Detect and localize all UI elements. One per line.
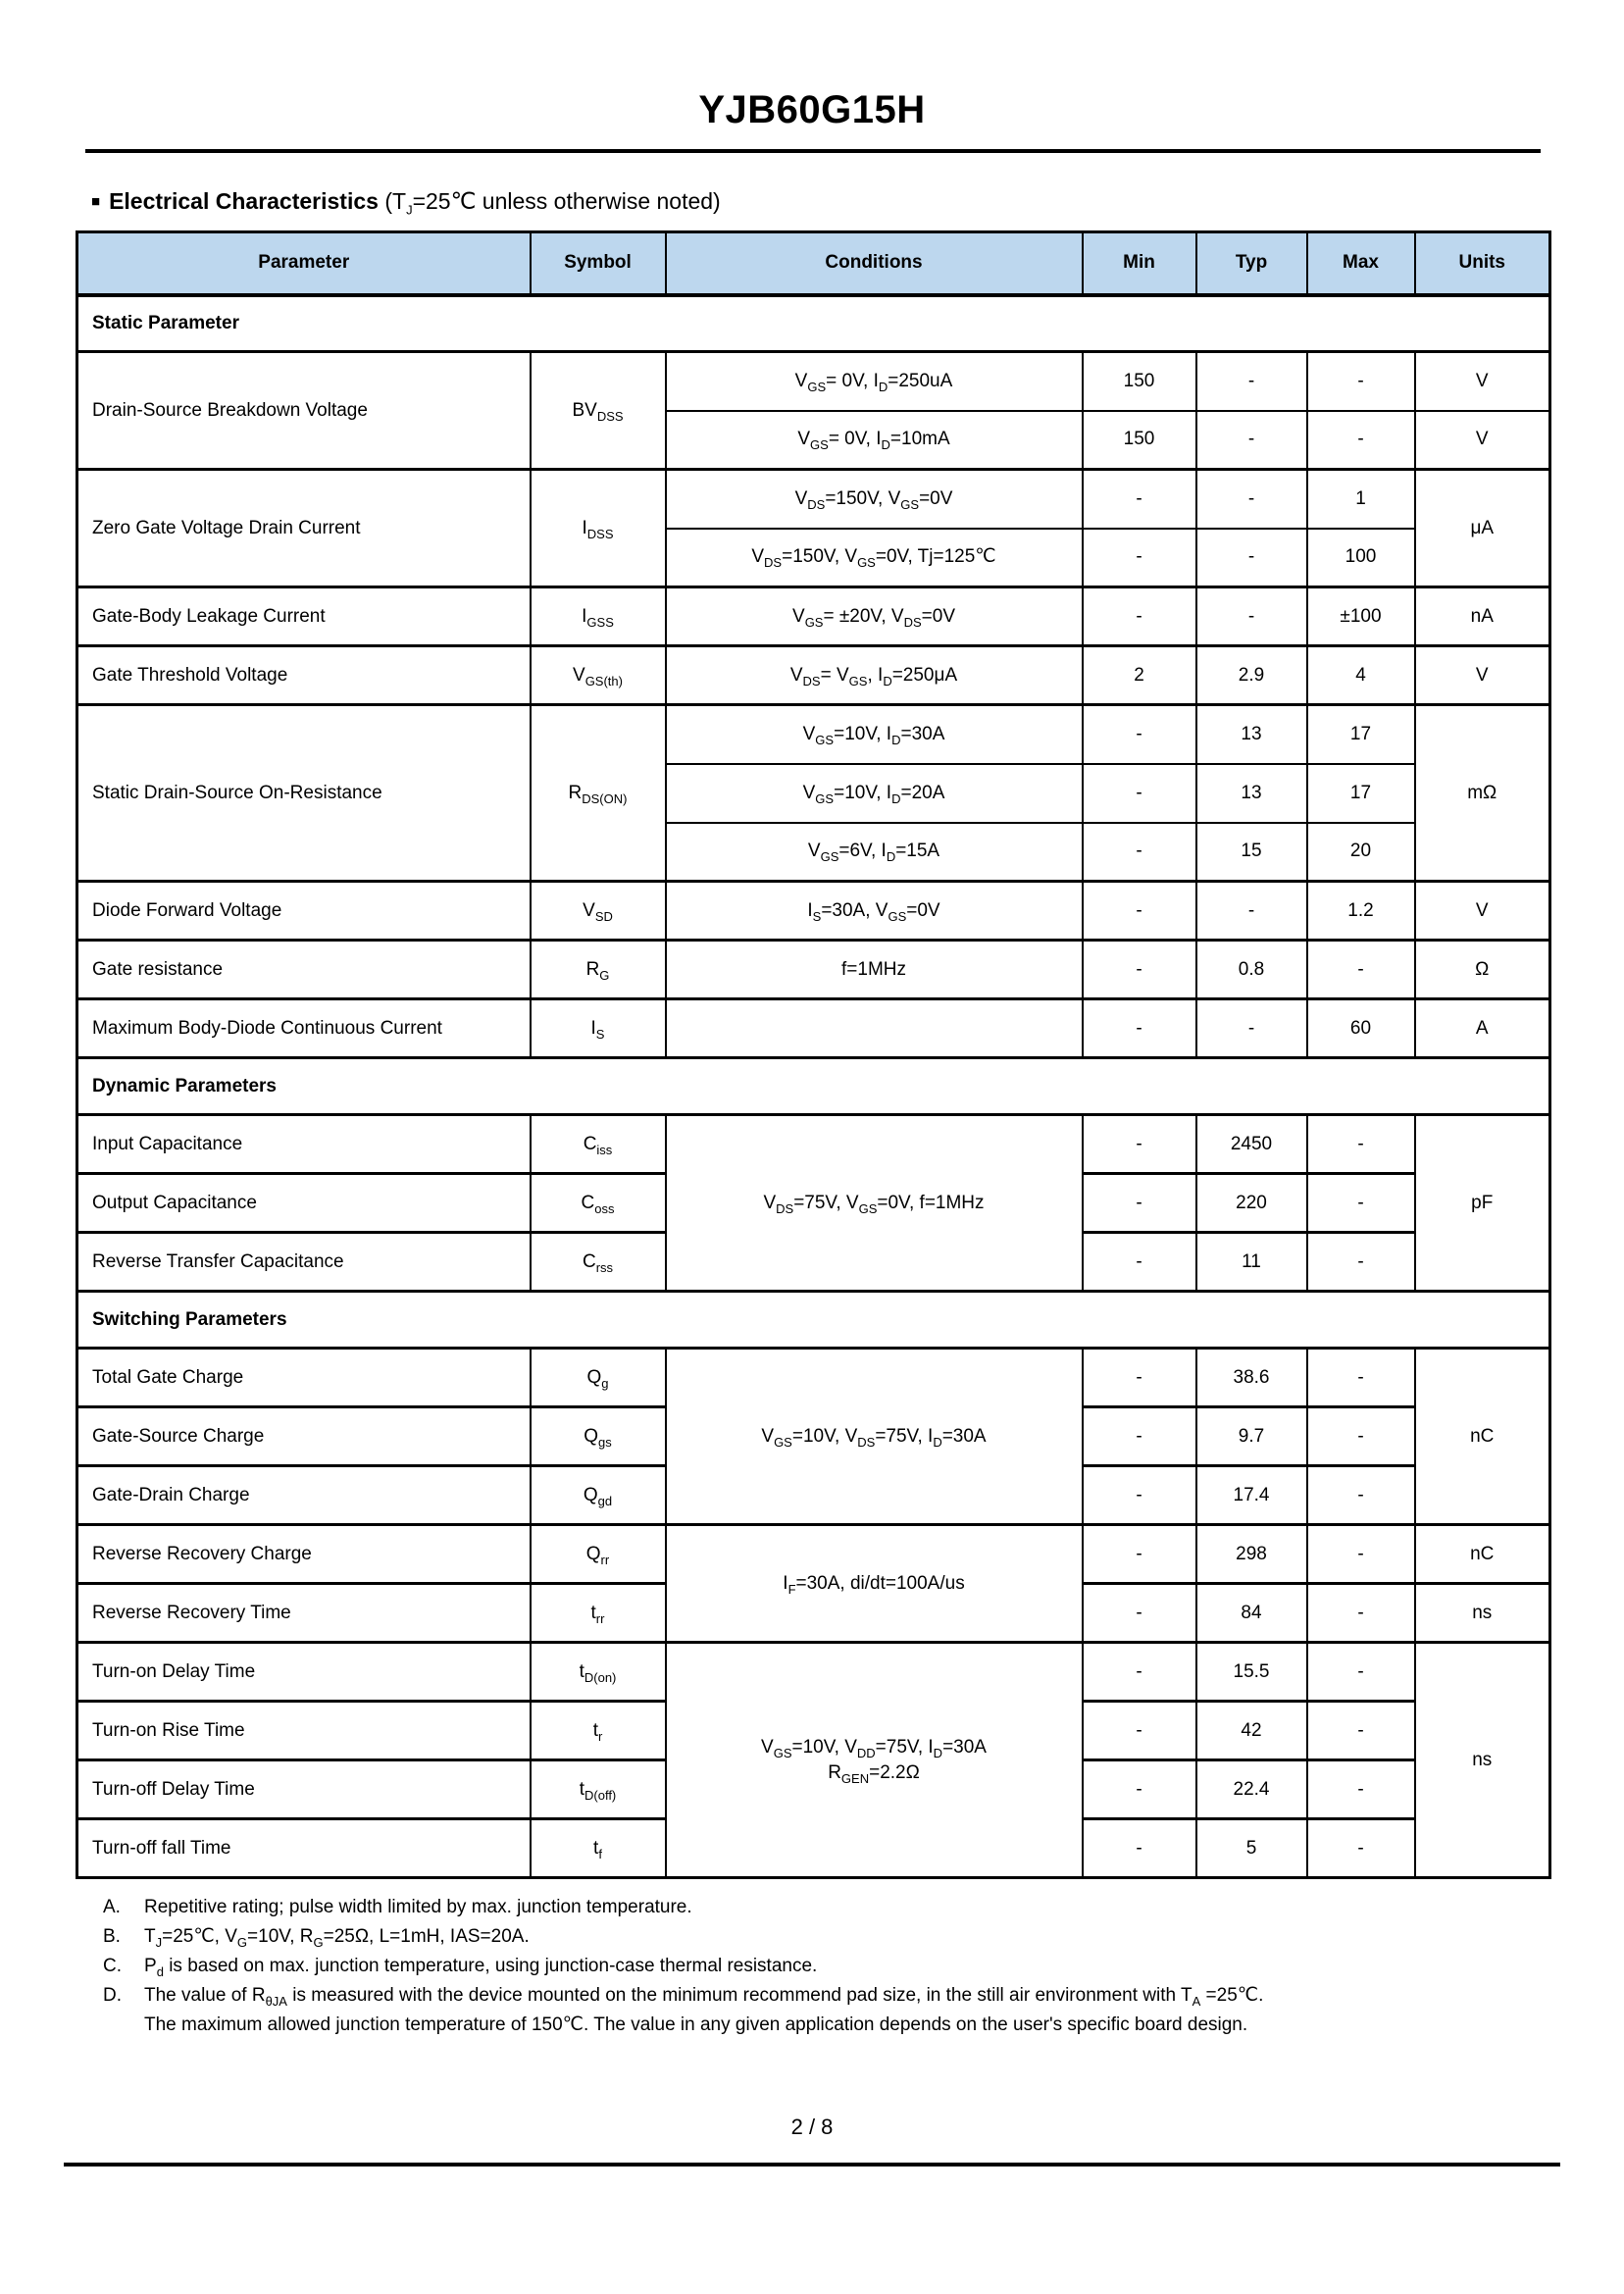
parameter-cell: Static Drain-Source On-Resistance: [77, 705, 531, 882]
footnote-text: The value of $R_{\theta JA}$ is measured with the device mounted on the minimum recommend pad size, in the still air environment with $T_A$ =25℃. The maximum allowed junction temperature of 150℃. The value in any given application depends on the user's specific board design.: [144, 1985, 1264, 2035]
parameter-cell: Turn-off fall Time: [77, 1819, 531, 1878]
table-cell: $t_{D(on)}$: [531, 1643, 666, 1702]
table-cell: 100: [1307, 529, 1415, 587]
table-cell: $V_{GS(th)}$: [531, 646, 666, 705]
parameter-cell: Reverse Transfer Capacitance: [77, 1233, 531, 1292]
table-cell: 0.8: [1196, 941, 1307, 999]
section-heading: [91, 186, 1624, 217]
table-cell: 17.4: [1196, 1466, 1307, 1525]
table-header-row: [77, 232, 1550, 295]
parameter-cell: Gate-Body Leakage Current: [77, 587, 531, 646]
parameter-cell: Total Gate Charge: [77, 1349, 531, 1407]
table-cell: $I_S=30A$, $V_{GS}=0V$: [666, 882, 1083, 941]
footnote-text: Repetitive rating; pulse width limited by max. junction temperature.: [144, 1897, 692, 1917]
table-cell: nA: [1415, 587, 1550, 646]
table-cell: $V_{DS}=150V$, $V_{GS}=0V$, Tj=125℃: [666, 529, 1083, 587]
table-cell: 5: [1196, 1819, 1307, 1878]
table-row: [77, 1643, 1550, 1702]
table-cell: 42: [1196, 1702, 1307, 1760]
table-cell: -: [1196, 882, 1307, 941]
table-cell: -: [1083, 1349, 1196, 1407]
table-cell: 150: [1083, 352, 1196, 411]
table-cell: -: [1083, 999, 1196, 1058]
footnote: [103, 1952, 1554, 1981]
table-cell: 15.5: [1196, 1643, 1307, 1702]
table-row: [77, 999, 1550, 1058]
table-cell: $Q_g$: [531, 1349, 666, 1407]
table-cell: $V_{DS}=75V$, $V_{GS}=0V$, f=1MHz: [666, 1115, 1083, 1292]
table-cell: -: [1083, 1407, 1196, 1466]
table-cell: -: [1083, 1819, 1196, 1878]
table-cell: -: [1307, 411, 1415, 470]
section-label: Switching Parameters: [77, 1292, 1550, 1349]
table-cell: $BV_{DSS}$: [531, 352, 666, 470]
table-cell: $V_{GS}=10V$, $I_D=30A$: [666, 705, 1083, 764]
table-cell: -: [1307, 1760, 1415, 1819]
table-cell: ns: [1415, 1584, 1550, 1643]
table-cell: $V_{GS}= 0V$, $I_D=250uA$: [666, 352, 1083, 411]
table-row: [77, 646, 1550, 705]
section-label: Dynamic Parameters: [77, 1058, 1550, 1115]
parameter-cell: Maximum Body-Diode Continuous Current: [77, 999, 531, 1058]
parameter-cell: Input Capacitance: [77, 1115, 531, 1174]
table-cell: $I_S$: [531, 999, 666, 1058]
footnote-text: $T_J=25℃$, $V_G=10V$, $R_G=25\Omega$, L=1mH, IAS=20A.: [144, 1926, 530, 1950]
table-cell: 60: [1307, 999, 1415, 1058]
footnote-label: A.: [103, 1897, 121, 1917]
parameter-cell: Gate-Drain Charge: [77, 1466, 531, 1525]
parameter-cell: Turn-off Delay Time: [77, 1760, 531, 1819]
table-cell: $V_{GS}=10V$, $V_{DS}=75V$, $I_D=30A$: [666, 1349, 1083, 1525]
section-heading-note: ($T_J=25℃$ unless otherwise noted): [384, 188, 721, 218]
table-cell: 220: [1196, 1174, 1307, 1233]
table-cell: -: [1307, 1525, 1415, 1584]
parameter-cell: Turn-on Delay Time: [77, 1643, 531, 1702]
table-cell: 1: [1307, 470, 1415, 529]
table-cell: -: [1196, 411, 1307, 470]
table-cell: 2.9: [1196, 646, 1307, 705]
table-cell: ±100: [1307, 587, 1415, 646]
table-cell: $V_{SD}$: [531, 882, 666, 941]
table-cell: -: [1083, 1584, 1196, 1643]
table-row: [77, 1525, 1550, 1584]
table-cell: -: [1083, 587, 1196, 646]
table-cell: -: [1083, 941, 1196, 999]
table-row: [77, 705, 1550, 764]
table-cell: -: [1083, 1466, 1196, 1525]
footnotes: [103, 1893, 1554, 2040]
section-row: [77, 295, 1550, 352]
section-label: Static Parameter: [77, 295, 1550, 352]
table-cell: pF: [1415, 1115, 1550, 1292]
table-cell: -: [1083, 1643, 1196, 1702]
table-row: [77, 470, 1550, 529]
table-cell: -: [1083, 882, 1196, 941]
table-cell: 150: [1083, 411, 1196, 470]
table-cell: -: [1083, 1233, 1196, 1292]
table-cell: $Q_{gd}$: [531, 1466, 666, 1525]
parameter-cell: Zero Gate Voltage Drain Current: [77, 470, 531, 587]
table-cell: -: [1307, 1702, 1415, 1760]
table-cell: $Q_{rr}$: [531, 1525, 666, 1584]
section-heading-title: Electrical Characteristics: [109, 188, 379, 214]
table-cell: $V_{GS}= 0V$, $I_D=10mA$: [666, 411, 1083, 470]
column-header: Typ: [1196, 232, 1307, 295]
footnote-label: D.: [103, 1985, 122, 2006]
table-row: [77, 587, 1550, 646]
table-cell: A: [1415, 999, 1550, 1058]
table-cell: $C_{oss}$: [531, 1174, 666, 1233]
table-row: [77, 882, 1550, 941]
table-row: [77, 1115, 1550, 1174]
parameter-cell: Turn-on Rise Time: [77, 1702, 531, 1760]
table-cell: $V_{GS}=10V$, $V_{DD}=75V$, $I_D=30A$ $R_{GEN}=2.2\Omega$: [666, 1643, 1083, 1878]
table-cell: $t_{rr}$: [531, 1584, 666, 1643]
table-cell: -: [1083, 1702, 1196, 1760]
table-cell: -: [1083, 470, 1196, 529]
table-cell: -: [1307, 1819, 1415, 1878]
table-cell: mΩ: [1415, 705, 1550, 882]
table-cell: $t_f$: [531, 1819, 666, 1878]
table-row: [77, 941, 1550, 999]
table-cell: $Q_{gs}$: [531, 1407, 666, 1466]
electrical-characteristics-table: [76, 230, 1551, 1879]
section-bullet-icon: ■: [91, 193, 101, 210]
table-cell: -: [1083, 1760, 1196, 1819]
footnote: [103, 1981, 1554, 2040]
table-cell: -: [1307, 1349, 1415, 1407]
table-cell: -: [1083, 764, 1196, 823]
table-cell: 298: [1196, 1525, 1307, 1584]
table-cell: -: [1196, 999, 1307, 1058]
table-cell: 4: [1307, 646, 1415, 705]
table-cell: -: [1307, 1643, 1415, 1702]
footnote: [103, 1893, 1554, 1922]
parameter-cell: Output Capacitance: [77, 1174, 531, 1233]
table-cell: 15: [1196, 823, 1307, 882]
table-cell: -: [1307, 941, 1415, 999]
section-row: [77, 1058, 1550, 1115]
parameter-cell: Gate Threshold Voltage: [77, 646, 531, 705]
table-cell: -: [1083, 1174, 1196, 1233]
table-cell: $t_{D(off)}$: [531, 1760, 666, 1819]
parameter-cell: Reverse Recovery Time: [77, 1584, 531, 1643]
table-cell: $V_{GS}=6V$, $I_D=15A$: [666, 823, 1083, 882]
table-cell: $t_r$: [531, 1702, 666, 1760]
table-body: [77, 295, 1550, 1878]
section-row: [77, 1292, 1550, 1349]
table-cell: $C_{iss}$: [531, 1115, 666, 1174]
footer-rule: [64, 2163, 1560, 2167]
table-cell: 9.7: [1196, 1407, 1307, 1466]
table-cell: ns: [1415, 1643, 1550, 1878]
page-title: YJB60G15H: [698, 88, 926, 131]
table-cell: 2450: [1196, 1115, 1307, 1174]
table-cell: f=1MHz: [666, 941, 1083, 999]
table-header: [77, 232, 1550, 295]
table-cell: -: [1196, 470, 1307, 529]
table-cell: $V_{GS}= \pm 20V$, $V_{DS}=0V$: [666, 587, 1083, 646]
table-cell: 13: [1196, 764, 1307, 823]
table-cell: 22.4: [1196, 1760, 1307, 1819]
table-cell: $I_{DSS}$: [531, 470, 666, 587]
table-cell: 38.6: [1196, 1349, 1307, 1407]
table-cell: -: [1196, 529, 1307, 587]
table-cell: [666, 999, 1083, 1058]
table-cell: -: [1307, 1584, 1415, 1643]
table-cell: 17: [1307, 764, 1415, 823]
table-cell: $V_{DS}= V_{GS}$, $I_D=250\mu A$: [666, 646, 1083, 705]
table-cell: $R_{DS(ON)}$: [531, 705, 666, 882]
table-cell: 84: [1196, 1584, 1307, 1643]
table-cell: V: [1415, 646, 1550, 705]
table-cell: $I_{GSS}$: [531, 587, 666, 646]
column-header: Conditions: [666, 232, 1083, 295]
table-cell: V: [1415, 411, 1550, 470]
parameter-cell: Diode Forward Voltage: [77, 882, 531, 941]
table-cell: -: [1307, 1407, 1415, 1466]
column-header: Parameter: [77, 232, 531, 295]
page-number: 2 / 8: [790, 2115, 834, 2139]
parameter-cell: Drain-Source Breakdown Voltage: [77, 352, 531, 470]
table-cell: $I_F=30A$, di/dt=100A/us: [666, 1525, 1083, 1643]
table-cell: -: [1307, 1233, 1415, 1292]
parameter-cell: Gate-Source Charge: [77, 1407, 531, 1466]
table-cell: V: [1415, 882, 1550, 941]
table-cell: 20: [1307, 823, 1415, 882]
table-cell: $R_G$: [531, 941, 666, 999]
footnote-label: B.: [103, 1926, 121, 1947]
table-cell: -: [1083, 1525, 1196, 1584]
column-header: Max: [1307, 232, 1415, 295]
table-cell: nC: [1415, 1349, 1550, 1525]
table-cell: -: [1196, 352, 1307, 411]
column-header: Symbol: [531, 232, 666, 295]
table-cell: Ω: [1415, 941, 1550, 999]
footnote-text: $P_d$ is based on max. junction temperature, using junction-case thermal resistance.: [144, 1956, 818, 1979]
table-cell: $C_{rss}$: [531, 1233, 666, 1292]
table-cell: 17: [1307, 705, 1415, 764]
table-cell: 11: [1196, 1233, 1307, 1292]
table-row: [77, 352, 1550, 411]
table-cell: nC: [1415, 1525, 1550, 1584]
table-cell: $V_{DS}=150V$, $V_{GS}=0V$: [666, 470, 1083, 529]
column-header: Min: [1083, 232, 1196, 295]
table-cell: -: [1083, 823, 1196, 882]
table-cell: 1.2: [1307, 882, 1415, 941]
footnote-label: C.: [103, 1956, 122, 1976]
table-cell: 2: [1083, 646, 1196, 705]
table-cell: -: [1307, 1466, 1415, 1525]
column-header: Units: [1415, 232, 1550, 295]
footnote: [103, 1922, 1554, 1952]
table-cell: -: [1307, 1115, 1415, 1174]
table-cell: -: [1196, 587, 1307, 646]
table-cell: -: [1083, 705, 1196, 764]
table-cell: -: [1083, 1115, 1196, 1174]
parameter-cell: Reverse Recovery Charge: [77, 1525, 531, 1584]
table-cell: μA: [1415, 470, 1550, 587]
table-cell: -: [1307, 1174, 1415, 1233]
table-cell: 13: [1196, 705, 1307, 764]
title-rule: [85, 149, 1541, 153]
table-cell: -: [1083, 529, 1196, 587]
table-row: [77, 1349, 1550, 1407]
table-cell: -: [1307, 352, 1415, 411]
table-cell: $V_{GS}=10V$, $I_D=20A$: [666, 764, 1083, 823]
parameter-cell: Gate resistance: [77, 941, 531, 999]
table-cell: V: [1415, 352, 1550, 411]
